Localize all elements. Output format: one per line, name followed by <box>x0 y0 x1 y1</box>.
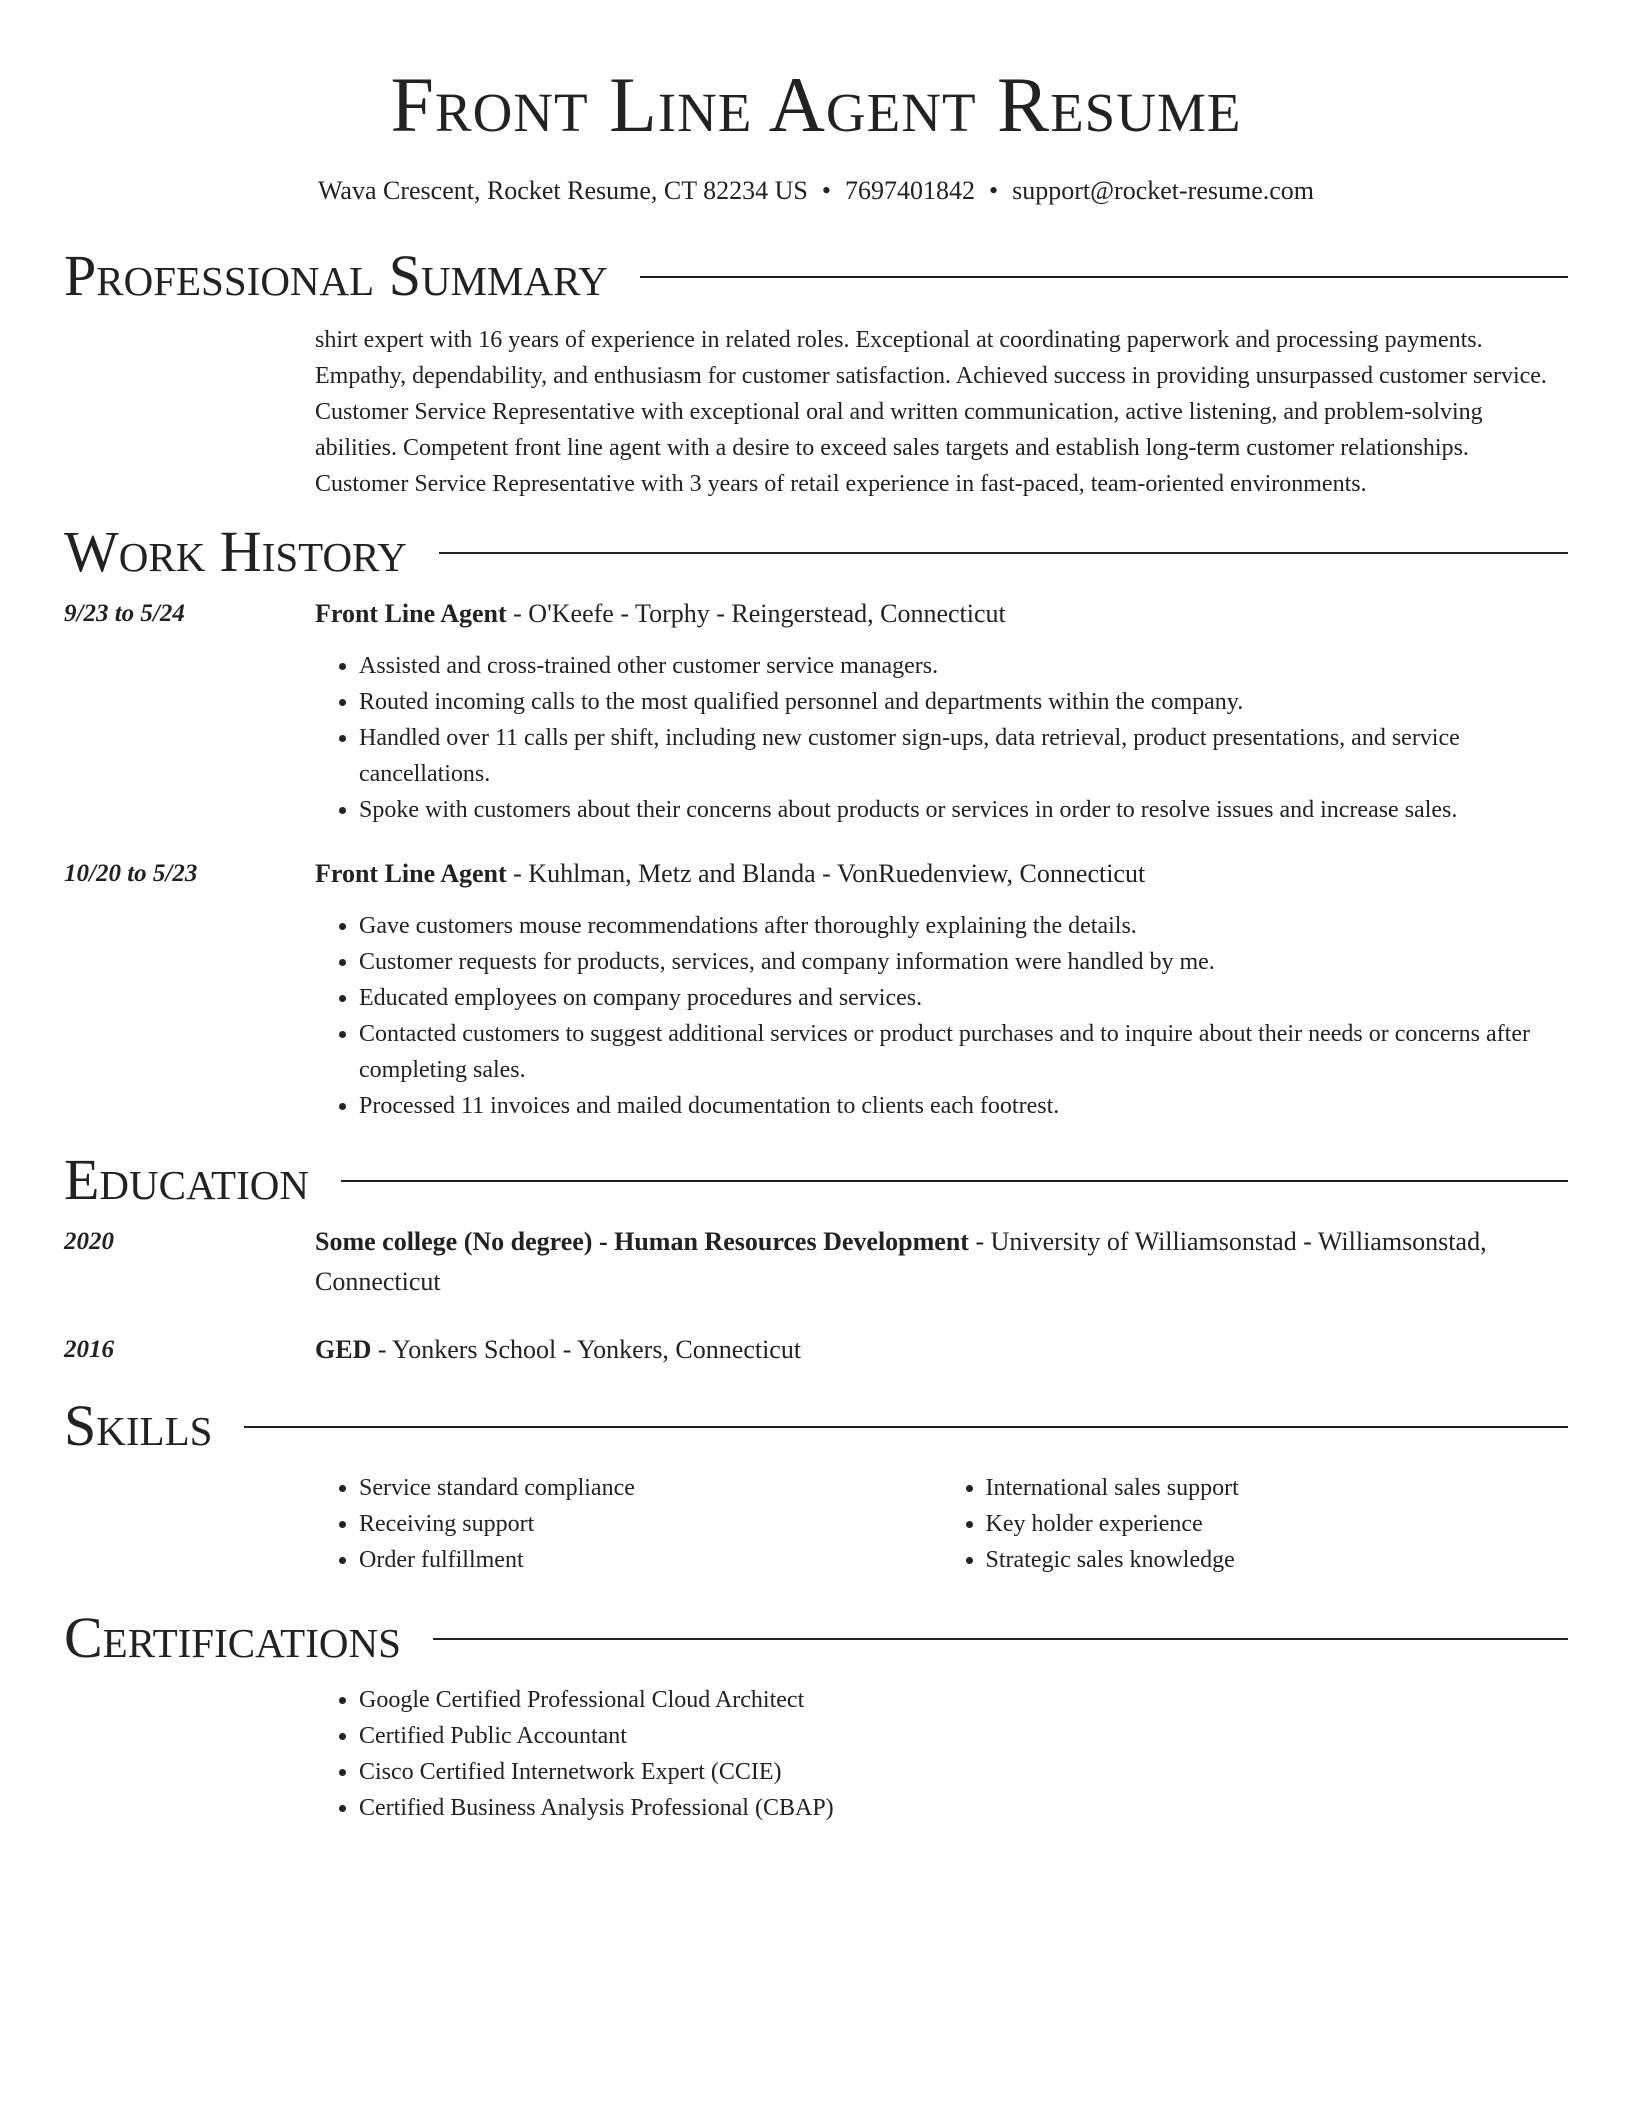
certifications-bullets <box>315 1682 1568 1826</box>
list-item: • Routed incoming calls to the most qualified personnel and departments within the company. <box>359 684 1568 720</box>
list-item: • Receiving support <box>359 1506 942 1542</box>
job-role: Front Line Agent <box>315 859 507 888</box>
education-entry <box>64 1222 1568 1302</box>
education-degree: Some college (No degree) - Human Resources Development <box>315 1227 969 1256</box>
education-details <box>315 1222 1568 1302</box>
certifications-section-header <box>64 1604 1568 1672</box>
job-dates: 10/20 to 5/23 <box>64 860 198 887</box>
list-item: • Strategic sales knowledge <box>986 1542 1569 1578</box>
list-item: • Customer requests for products, services, and company information were handled by me. <box>359 944 1568 980</box>
email-text: support@rocket-resume.com <box>1012 176 1315 205</box>
job-title-line <box>315 854 1568 894</box>
list-item: • Processed 11 invoices and mailed documentation to clients each footrest. <box>359 1088 1568 1124</box>
certifications-list <box>315 1682 1568 1826</box>
job-title-line <box>315 594 1568 634</box>
education-entry <box>64 1330 1568 1370</box>
job-bullets <box>315 648 1568 828</box>
education-degree: GED <box>315 1335 372 1364</box>
summary-text: shirt expert with 16 years of experience in related roles. Exceptional at coordinating paperwork and processing payments. Empathy, dependability, and enthusiasm for customer satisfaction. Achieved success in providing unsurpassed customer service. Customer Service Representative with exceptional oral and written communication, active listening, and problem-solving abilities. Competent front line agent with a desire to exceed sales targets and establish long-term customer relationships. Customer Service Representative with 3 years of retail experience in fast-paced, team-oriented environments. <box>315 327 1547 497</box>
education-heading: Education <box>64 1147 309 1212</box>
skills-list-right <box>942 1470 1569 1578</box>
skills-heading: Skills <box>64 1393 213 1458</box>
job-entry <box>64 594 1568 828</box>
section-divider <box>433 1638 1568 1640</box>
list-item: • Assisted and cross-trained other customer service managers. <box>359 648 1568 684</box>
section-divider <box>640 276 1568 278</box>
education-details <box>315 1330 1568 1370</box>
list-item: • Cisco Certified Internetwork Expert (CCIE) <box>359 1754 1568 1790</box>
phone-text: 7697401842 <box>844 176 975 205</box>
education-section-header <box>64 1146 1568 1214</box>
education-year: 2016 <box>64 1336 114 1363</box>
job-dates: 9/23 to 5/24 <box>64 600 185 627</box>
list-item: • Certified Public Accountant <box>359 1718 1568 1754</box>
skills-section-header <box>64 1392 1568 1460</box>
job-employer: - Kuhlman, Metz and Blanda - VonRuedenview, Connecticut <box>506 859 1146 888</box>
job-content <box>315 854 1568 1124</box>
list-item: • Educated employees on company procedures and services. <box>359 980 1568 1016</box>
work-section-header <box>64 518 1568 586</box>
list-item: • Google Certified Professional Cloud Architect <box>359 1682 1568 1718</box>
list-item: • Certified Business Analysis Professional (CBAP) <box>359 1790 1568 1826</box>
list-item: • Handled over 11 calls per shift, including new customer sign-ups, data retrieval, product presentations, and service cancellations. <box>359 720 1568 792</box>
summary-section-header <box>64 242 1568 310</box>
job-role: Front Line Agent <box>315 599 507 628</box>
education-year: 2020 <box>64 1228 114 1255</box>
section-divider <box>341 1180 1568 1182</box>
separator-dot: • <box>988 176 999 205</box>
list-item: • Spoke with customers about their concerns about products or services in order to resolve issues and increase sales. <box>359 792 1568 828</box>
list-item: • Service standard compliance <box>359 1470 942 1506</box>
certifications-heading: Certifications <box>64 1605 401 1670</box>
list-item: • Contacted customers to suggest additional services or product purchases and to inquire about their needs or concerns after completing sales. <box>359 1016 1568 1088</box>
job-bullets <box>315 908 1568 1124</box>
skills-grid <box>315 1470 1568 1578</box>
separator-dot: • <box>821 176 831 205</box>
job-entry <box>64 854 1568 1124</box>
list-item: • Key holder experience <box>986 1506 1569 1542</box>
page-title: Front Line Agent Resume <box>390 61 1242 148</box>
contact-line <box>64 174 1568 208</box>
address-text: Wava Crescent, Rocket Resume, CT 82234 US <box>317 176 808 205</box>
section-divider <box>439 552 1568 554</box>
work-heading: Work History <box>64 519 407 584</box>
summary-heading: Professional Summary <box>64 243 608 308</box>
job-employer: - O'Keefe - Torphy - Reingerstead, Connecticut <box>506 599 1006 628</box>
job-content <box>315 594 1568 828</box>
section-divider <box>244 1426 1568 1428</box>
list-item: • Order fulfillment <box>359 1542 942 1578</box>
list-item: • Gave customers mouse recommendations after thoroughly explaining the details. <box>359 908 1568 944</box>
list-item: • International sales support <box>986 1470 1569 1506</box>
skills-list-left <box>315 1470 942 1578</box>
education-school: - University of Williamsonstad - Williamsonstad, Connecticut <box>315 1227 1487 1296</box>
education-school: - Yonkers School - Yonkers, Connecticut <box>371 1335 802 1364</box>
